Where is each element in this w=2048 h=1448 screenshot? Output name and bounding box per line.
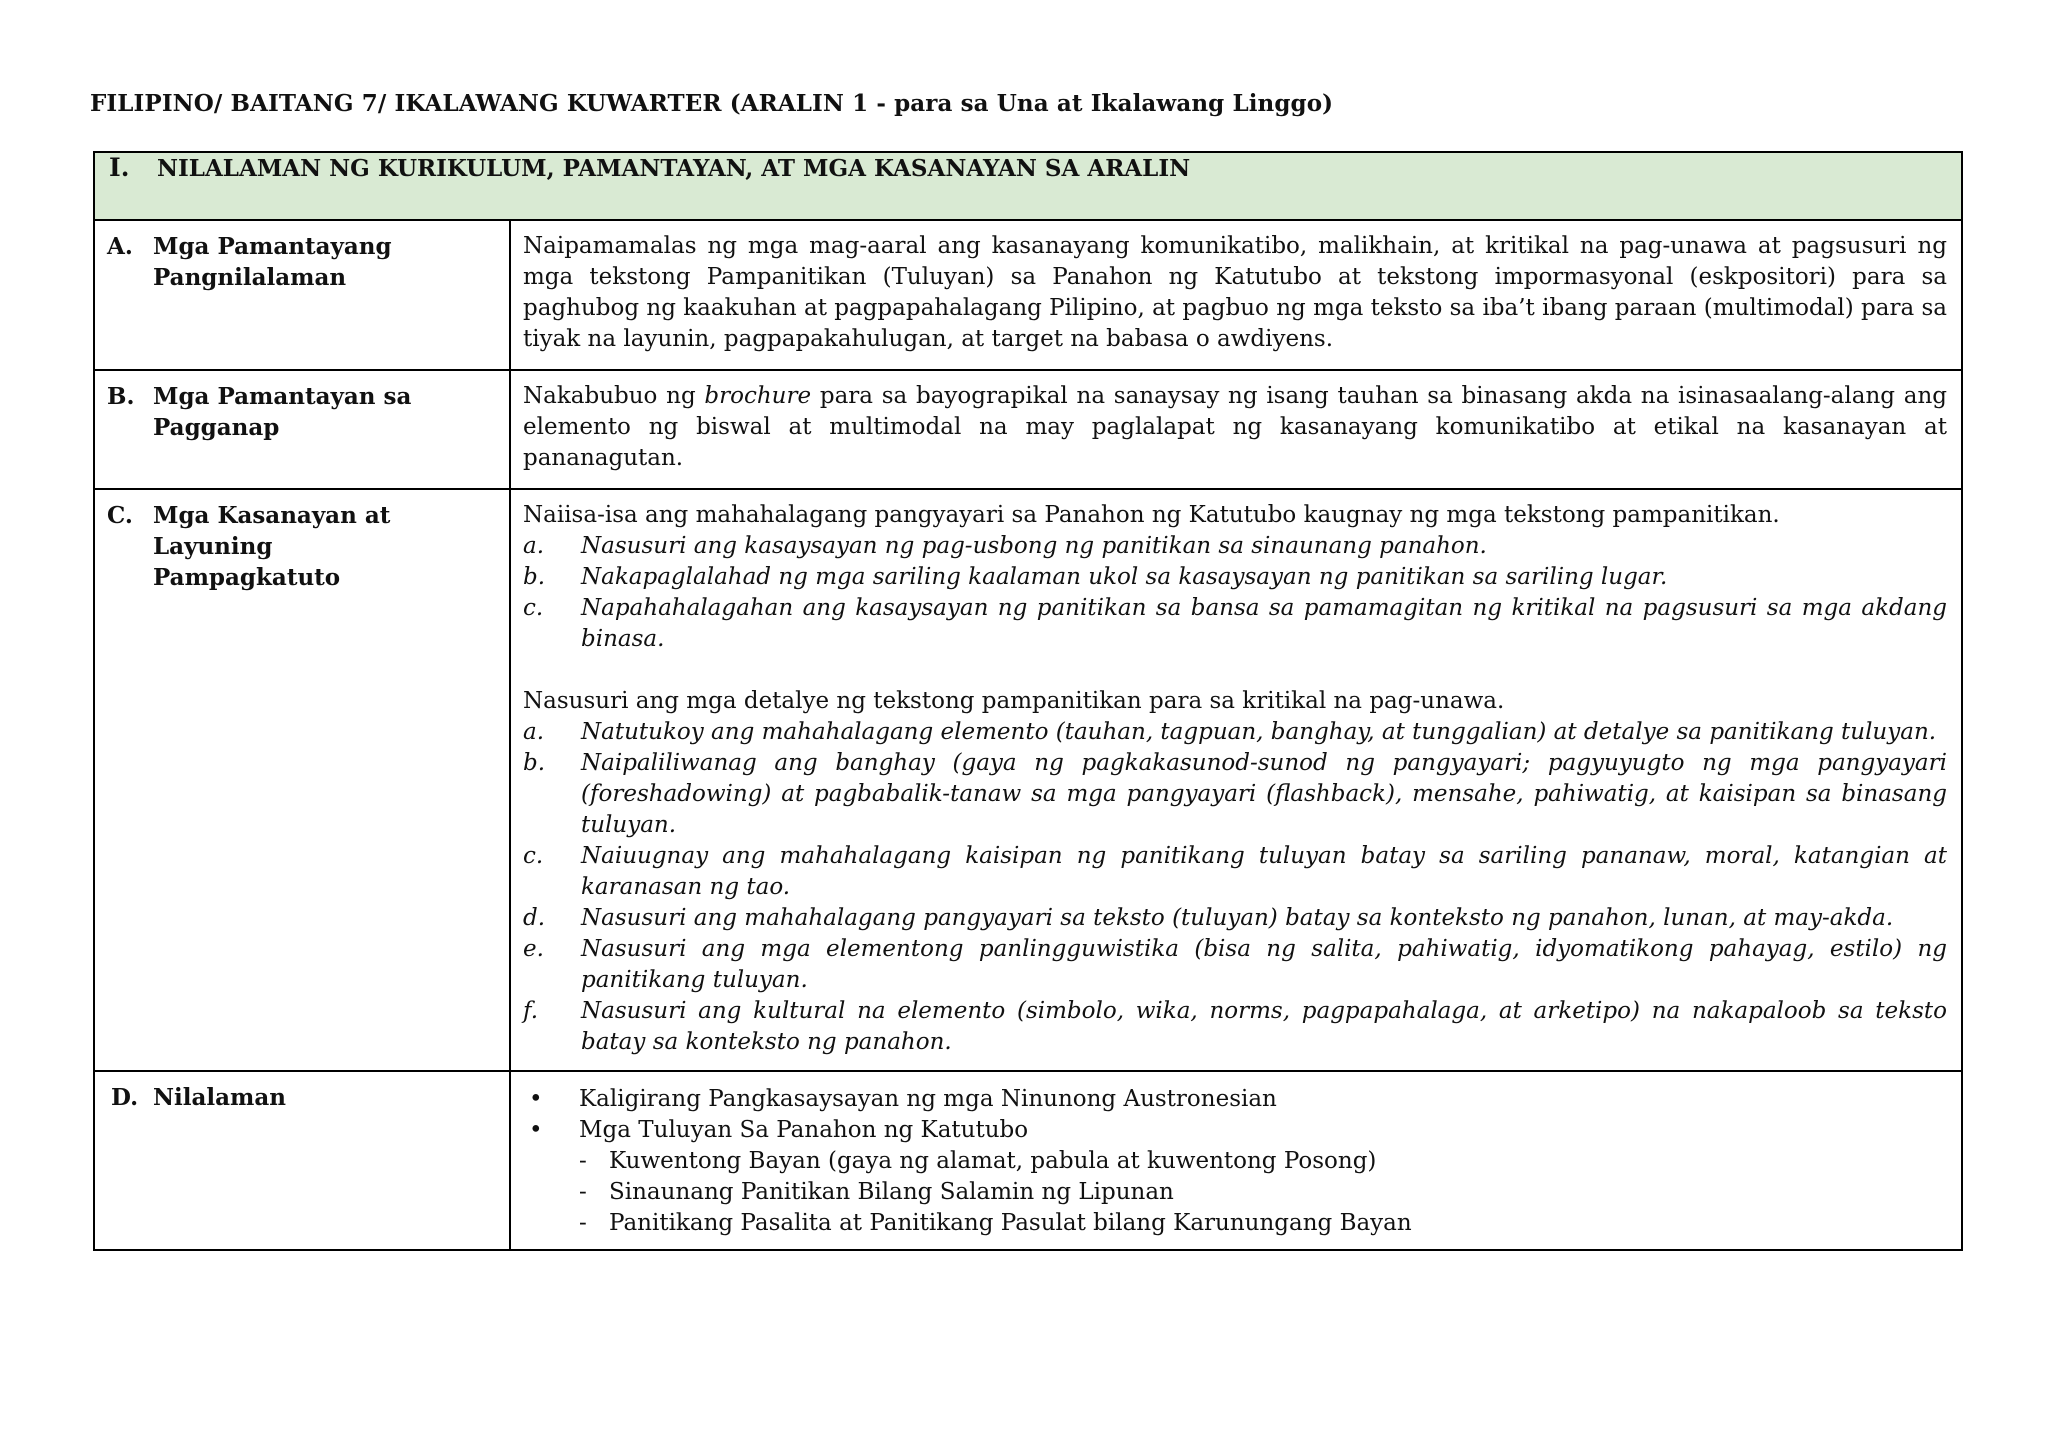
list-item-text: Nasusuri ang mga elementong panlingguwistika (bisa ng salita, pahiwatig, idyomatikong pahayag, estilo) ng panitikang tuluyan. [581,936,1947,993]
objective-group-2-heading: Nasusuri ang mga detalye ng tekstong pampanitikan para sa kritikal na pag-unawa. [523,688,1505,714]
sub-list-item [579,1208,1947,1239]
section-title: NILALAMAN NG KURIKULUM, PAMANTAYAN, AT MGA KASANAYAN SA ARALIN [157,155,1191,182]
row-d-label: Nilalaman [153,1084,287,1111]
row-d-content [510,1071,1962,1250]
row-b-content-emphasis: brochure [704,383,812,409]
row-a-label-line1: Mga Pamantayang [153,233,392,260]
spacer [523,655,1947,686]
row-c-label-line2: Layuning [153,533,273,560]
curriculum-table [93,151,1963,1251]
list-marker: c. [523,843,544,869]
row-b-label-line1: Mga Pamantayan sa [153,383,412,410]
dash-icon: - [579,1148,587,1174]
row-d-label-cell [94,1071,510,1250]
row-b-content [510,370,1962,489]
row-b-letter: B. [107,383,135,410]
sub-list-item-text: Kuwentong Bayan (gaya ng alamat, pabula at kuwentong Posong) [609,1148,1377,1174]
list-marker: a. [523,533,545,559]
row-a-label-cell [94,220,510,370]
list-item [523,996,1947,1058]
bullet-icon: • [529,1086,543,1112]
row-c-content [510,489,1962,1071]
row-pamantayang-pangnilalaman [94,220,1962,370]
list-marker: e. [523,936,544,962]
row-c-label [153,500,390,593]
list-item-text: Nasusuri ang kultural na elemento (simbolo, wika, norms, pagpapahalaga, at arketipo) na nakapaloob sa teksto batay sa konteksto ng panahon. [581,998,1947,1055]
objective-group-1-list [523,531,1947,655]
list-item [523,841,1947,903]
document-title: FILIPINO/ BAITANG 7/ IKALAWANG KUWARTER (ARALIN 1 - para sa Una at Ikalawang Linggo) [90,90,1334,117]
dash-icon: - [579,1210,587,1236]
section-header-row [94,152,1962,220]
list-marker: f. [523,998,539,1024]
row-c-label-cell [94,489,510,1071]
sub-list [523,1146,1947,1239]
row-c-label-line3: Pampagkatuto [153,564,341,591]
list-item [523,934,1947,996]
list-item [523,903,1947,934]
section-header-cell [94,152,1962,220]
list-item-text: Nasusuri ang mahahalagang pangyayari sa teksto (tuluyan) batay sa konteksto ng panahon, lunan, at may-akda. [581,905,1894,931]
list-item-text: Napahahalagahan ang kasaysayan ng panitikan sa bansa sa pamamagitan ng kritikal na pagsusuri sa mga akdang binasa. [581,595,1947,652]
row-pamantayan-sa-pagganap [94,370,1962,489]
bullet-icon: • [529,1117,543,1143]
row-nilalaman [94,1071,1962,1250]
list-item [523,531,1947,562]
list-item-text: Naipaliliwanag ang banghay (gaya ng pagkakasunod-sunod ng pangyayari; pagyuyugto ng mga pangyayari (foreshadowing) at pagbabalik-tanaw sa mga pangyayari (flashback), mensahe, pahiwatig, at kaisipan sa binasang tuluyan. [581,750,1947,838]
row-b-label [153,381,411,443]
row-c-letter: C. [107,502,133,529]
row-b-label-cell [94,370,510,489]
list-item-text: Nakapaglalahad ng mga sariling kaalaman ukol sa kasaysayan ng panitikan sa sariling lugar. [581,564,1668,590]
sub-list-item [579,1177,1947,1208]
sub-list-item-text: Sinaunang Panitikan Bilang Salamin ng Lipunan [609,1179,1174,1205]
list-marker: b. [523,564,546,590]
row-a-content: Naipamamalas ng mga mag-aaral ang kasanayang komunikatibo, malikhain, at kritikal na pag-unawa at pagsusuri ng mga tekstong Pampanitikan (Tuluyan) sa Panahon ng Katutubo at tekstong impormasyonal (eskpositori) para sa paghubog ng kaakuhan at pagpapahalagang Pilipino, at pagbuo ng mga teksto sa iba’t ibang paraan (multimodal) para sa tiyak na layunin, pagpapakahulugan, at target na babasa o awdiyens. [510,220,1962,370]
dash-icon: - [579,1179,587,1205]
row-b-content-pre: Nakabubuo ng [523,383,705,409]
list-item [523,748,1947,841]
row-c-label-line1: Mga Kasanayan at [153,502,391,529]
row-a-label [153,231,392,293]
content-bullet-list [523,1084,1947,1239]
row-b-label-line2: Pagganap [153,414,280,441]
list-marker: c. [523,595,544,621]
list-item [523,1115,1947,1239]
list-item [523,562,1947,593]
row-b-content-post: para sa bayograpikal na sanaysay ng isang tauhan sa binasang akda na isinasaalang-alang ang elemento ng biswal at multimodal na may paglalapat ng kasanayang komunikatibo at etikal na kasanayan at pananagutan. [523,383,1947,471]
list-marker: a. [523,719,545,745]
list-item-text: Natutukoy ang mahahalagang elemento (tauhan, tagpuan, banghay, at tunggalian) at detalye sa panitikang tuluyan. [581,719,1937,745]
list-item [523,717,1947,748]
row-kasanayan-at-layunin [94,489,1962,1071]
sub-list-item [579,1146,1947,1177]
row-d-letter: D. [111,1084,139,1111]
objective-group-1-heading: Naiisa-isa ang mahahalagang pangyayari sa Panahon ng Katutubo kaugnay ng mga tekstong pampanitikan. [523,502,1780,528]
list-item [523,1084,1947,1115]
section-number: I. [109,153,130,182]
list-marker: b. [523,750,546,776]
list-item-text: Nasusuri ang kasaysayan ng pag-usbong ng panitikan sa sinaunang panahon. [581,533,1487,559]
list-item-text: Mga Tuluyan Sa Panahon ng Katutubo [579,1117,1029,1143]
sub-list-item-text: Panitikang Pasalita at Panitikang Pasulat bilang Karunungang Bayan [609,1210,1412,1236]
row-a-letter: A. [107,233,133,260]
list-item-text: Kaligirang Pangkasaysayan ng mga Ninunong Austronesian [579,1086,1277,1112]
objective-group-2-list [523,717,1947,1058]
list-marker: d. [523,905,546,931]
list-item-text: Naiuugnay ang mahahalagang kaisipan ng panitikang tuluyan batay sa sariling pananaw, moral, katangian at karanasan ng tao. [581,843,1947,900]
list-item [523,593,1947,655]
row-a-label-line2: Pangnilalaman [153,264,347,291]
